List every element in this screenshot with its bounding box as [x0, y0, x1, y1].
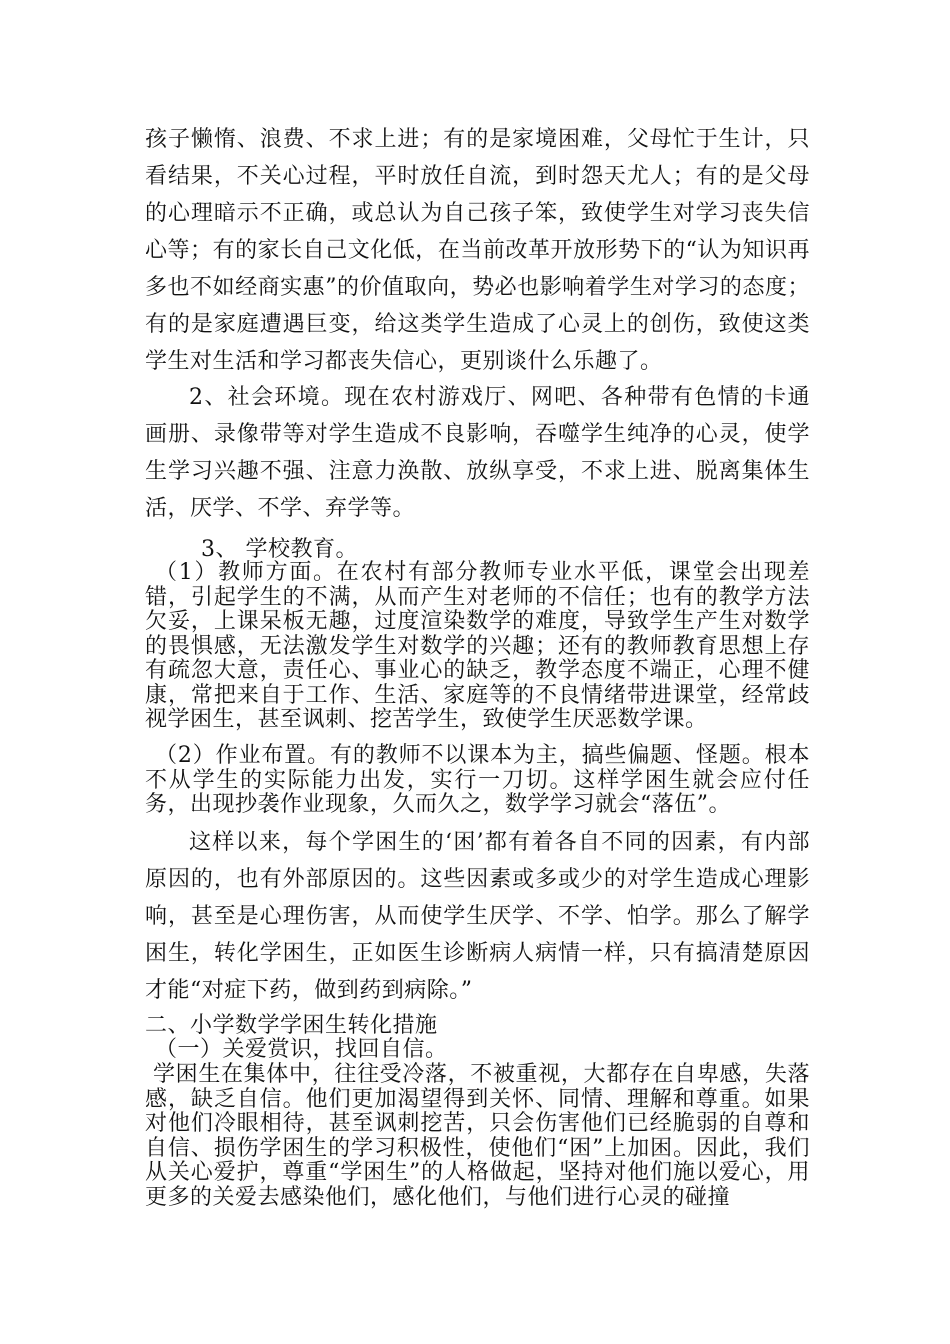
paragraph-homework-assignment: （2）作业布置。有的教师不以课本为主，搞些偏题、怪题。根本不从学生的实际能力出发，实行一刀切。这样学困生就会应付任务，出现抄袭作业现象，久而久之，数学学习就会“落伍”。	[145, 743, 810, 817]
paragraph-teacher-aspect: （1）教师方面。在农村有部分教师专业水平低，课堂会出现差错，引起学生的不满，从而产生对老师的不信任；也有的教学方法欠妥，上课呆板无趣，过度渲染数学的难度，导致学生产生对数学的畏惧感，无法激发学生对数学的兴趣；还有的教师教育思想上存有疏忽大意，责任心、事业心的缺乏，教学态度不端正，心理不健康，常把来自于工作、生活、家庭等的不良情绪带进课堂，经常歧视学困生，甚至讽刺、挖苦学生，致使学生厌恶数学课。	[145, 560, 810, 732]
section-heading-measures: 二、小学数学学困生转化措施	[145, 1013, 438, 1038]
subsection-heading-care: （一）关爱赏识，找回自信。	[155, 1037, 448, 1062]
paragraph-social-environment: 2、社会环境。现在农村游戏厅、网吧、各种带有色情的卡通画册、录像带等对学生造成不良影响，吞噬学生纯净的心灵，使学生学习兴趣不强、注意力涣散、放纵享受，不求上进、脱离集体生活，厌学、不学、弃学等。	[145, 385, 810, 521]
paragraph-summary: 这样以来，每个学困生的‘困’都有着各自不同的因素，有内部原因的，也有外部原因的。这些因素或多或少的对学生造成心理影响，甚至是心理伤害，从而使学生厌学、不学、怕学。那么了解学困生，转化学困生，正如医生诊断病人病情一样，只有搞清楚原因才能“对症下药，做到药到病除。”	[145, 830, 810, 1003]
paragraph-family-factors: 孩子懒惰、浪费、不求上进；有的是家境困难，父母忙于生计，只看结果，不关心过程，平时放任自流，到时怨天尤人；有的是父母的心理暗示不正确，或总认为自己孩子笨，致使学生对学习丧失信心等；有的家长自己文化低，在当前改革开放形势下的“认为知识再多也不如经商实惠”的价值取向，势必也影响着学生对学习的态度；有的是家庭遭遇巨变，给这类学生造成了心灵上的创伤，致使这类学生对生活和学习都丧失信心，更别谈什么乐趣了。	[145, 127, 810, 374]
paragraph-school-education-heading: 3、 学校教育。	[201, 537, 358, 562]
paragraph-care-appreciation: 学困生在集体中，往往受冷落，不被重视，大都存在自卑感，失落感，缺乏自信。他们更加渴望得到关怀、同情、理解和尊重。如果对他们冷眼相待，甚至讽刺挖苦，只会伤害他们已经脆弱的自尊和自信、损伤学困生的学习积极性，使他们“困”上加困。因此，我们从关心爱护，尊重“学困生”的人格做起，坚持对他们施以爱心，用更多的关爱去感染他们，感化他们，与他们进行心灵的碰撞	[145, 1062, 810, 1210]
